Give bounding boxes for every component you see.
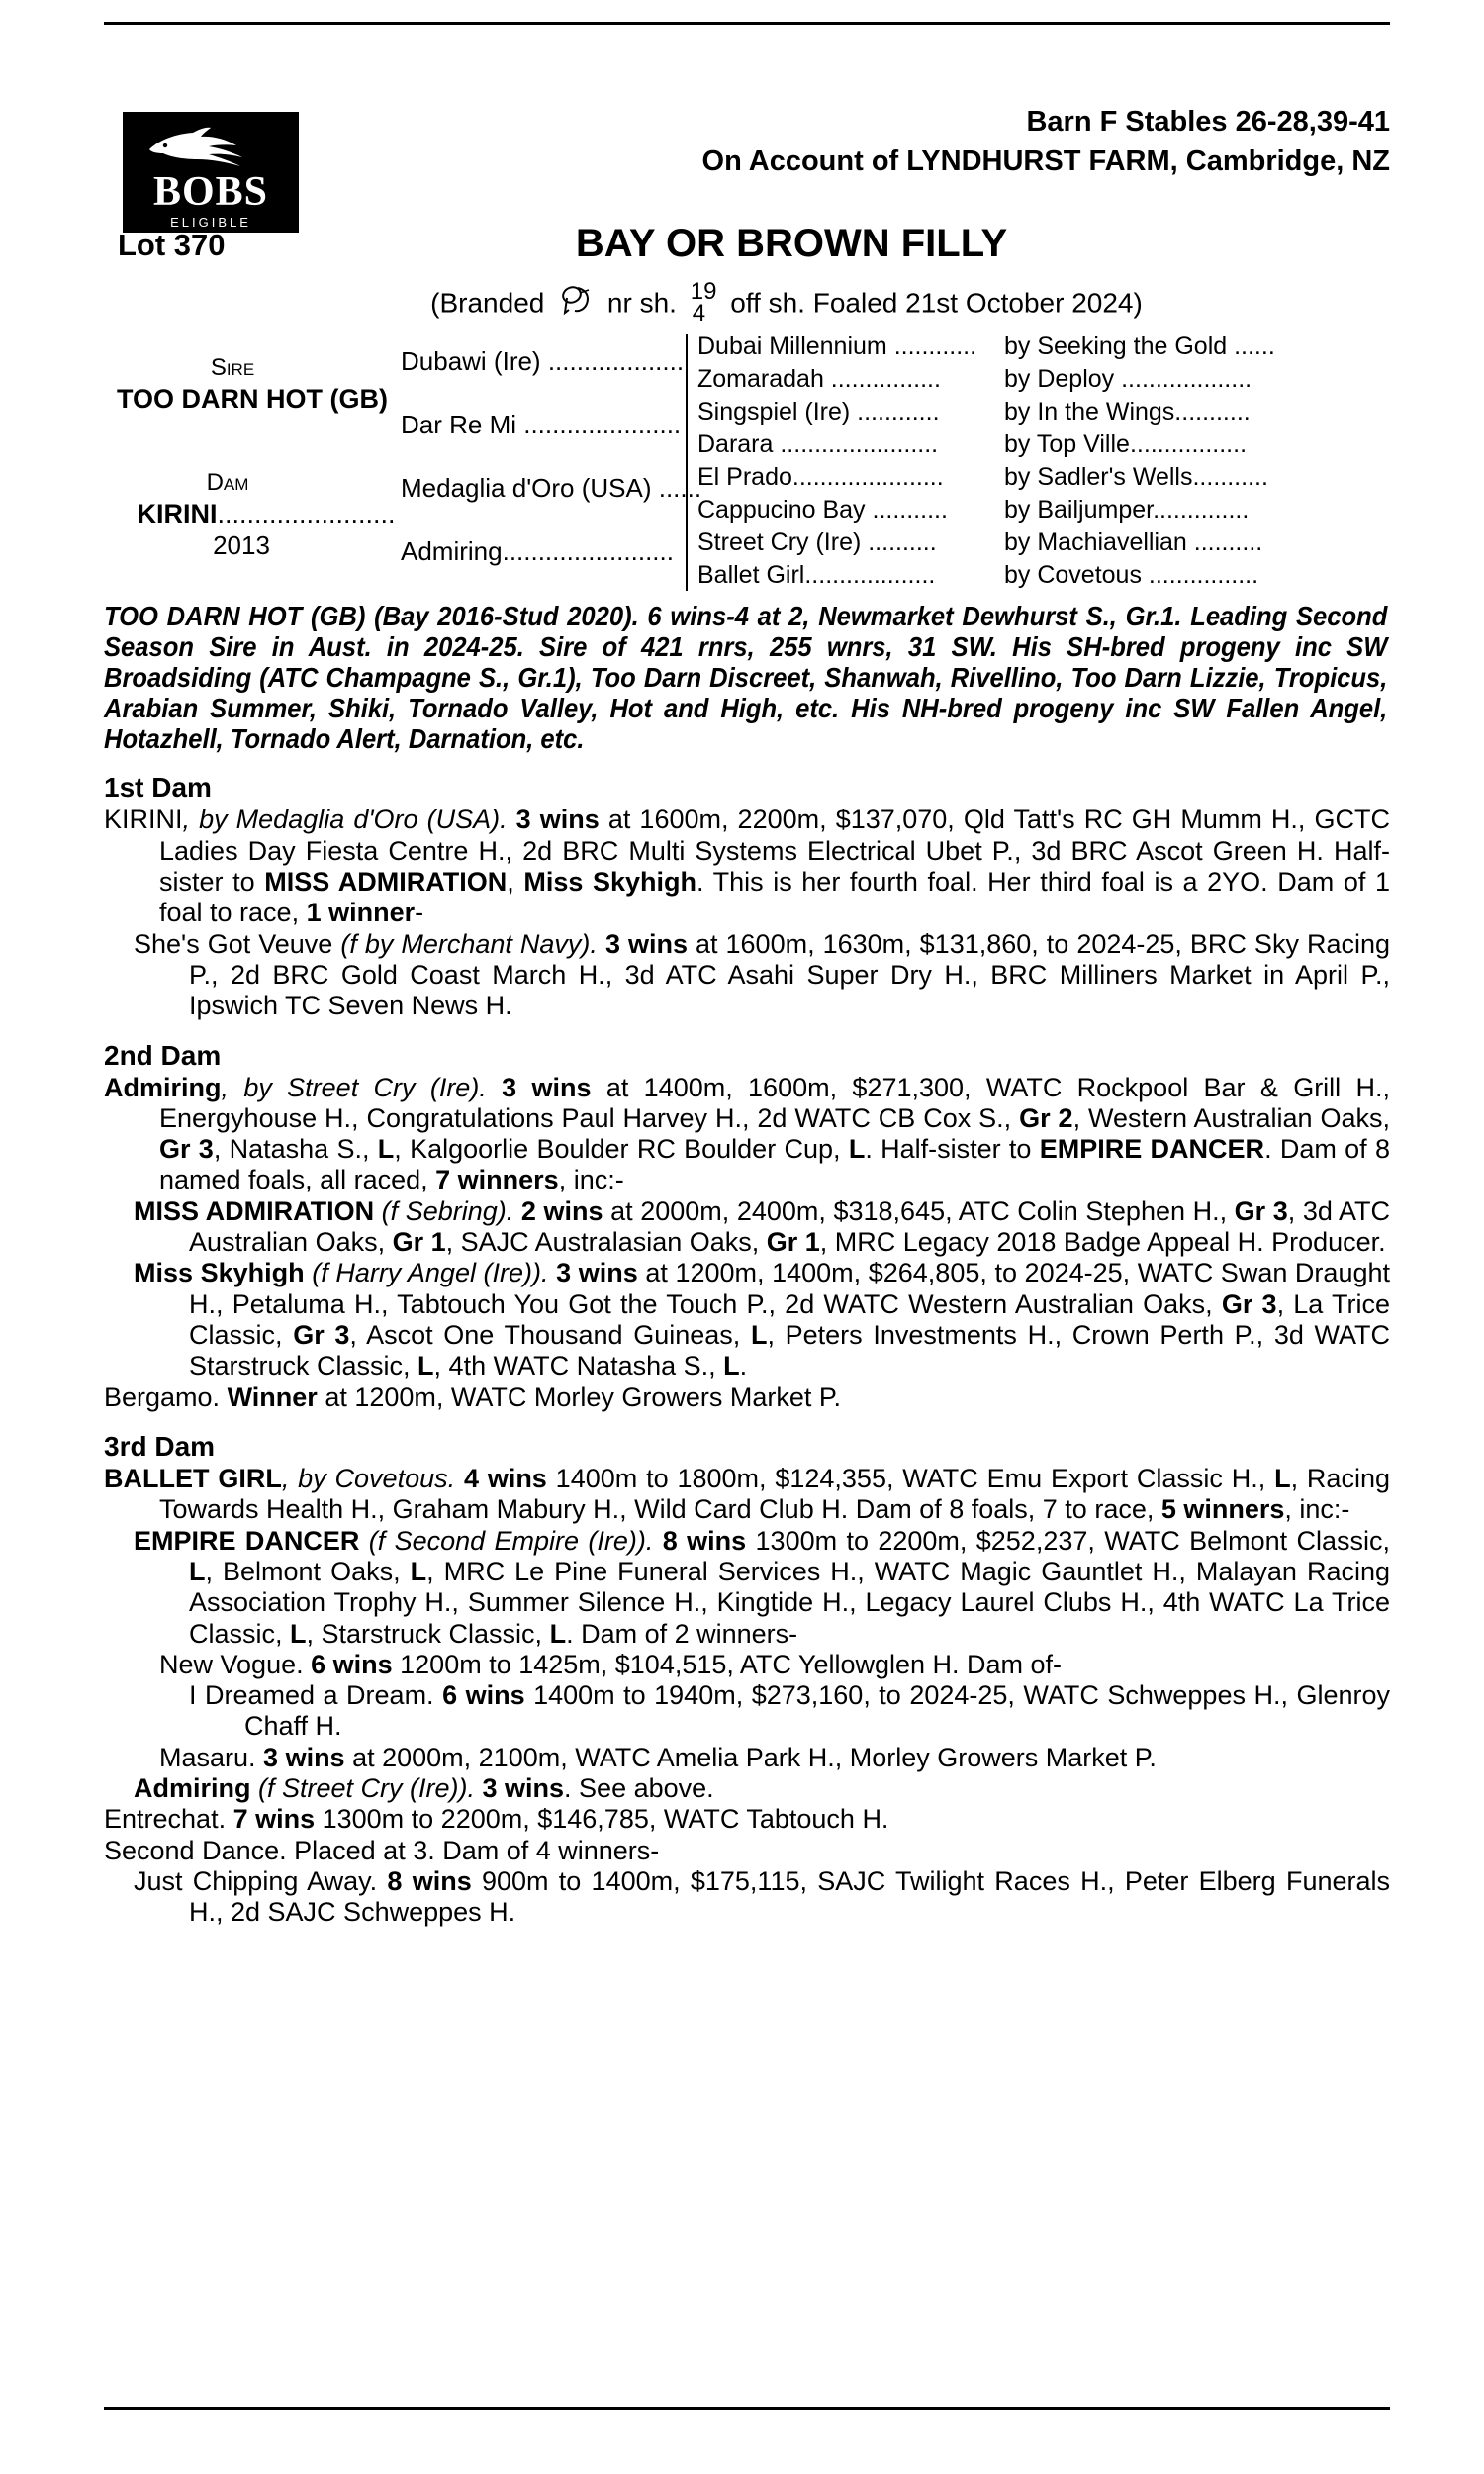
ggp-name: Street Cry (Ire) .......... [697, 528, 937, 556]
second-dam-heading: 2nd Dam [104, 1039, 222, 1071]
second-dam-body-5: . Half-sister to [865, 1134, 1040, 1165]
grade-5: L [723, 1351, 740, 1381]
progeny-wins: 6 wins [442, 1680, 525, 1711]
dam-label: Dam [206, 469, 249, 496]
first-dam-body-4: - [415, 898, 424, 928]
progeny-detail-1: 1300m to 2200m, $252,237, WATC Belmont Classic, [746, 1525, 1390, 1556]
brand-symbol-icon [556, 284, 596, 325]
ggp-by: by Bailjumper.............. [1004, 496, 1250, 523]
pedigree-table [104, 333, 1390, 595]
progeny-detail-4: , Peters Investments H., Crown Perth P., 3d WATC Starstruck Classic, [189, 1320, 1390, 1381]
progeny-wins: 8 wins [662, 1525, 747, 1556]
dam-name [118, 499, 415, 529]
pedigree-divider [686, 334, 688, 591]
pedigree-row [697, 333, 1390, 368]
third-dam-greatgrandprogeny [104, 1680, 1390, 1743]
dam-year: 2013 [213, 530, 270, 560]
grandparent-1: Dubawi (Ire) ................... [401, 346, 685, 376]
page-title: BAY OR BROWN FILLY [575, 222, 1008, 265]
grade-listed-1: L [1274, 1463, 1291, 1493]
progeny-detail-3: , Ascot One Thousand Guineas, [349, 1320, 751, 1350]
progeny-detail-1: at 2000m, 2400m, $318,645, ATC Colin Stephen H., [603, 1195, 1235, 1226]
grade-3: L [290, 1618, 307, 1649]
progeny-sire: (f Sebring). [374, 1195, 521, 1226]
grade-listed-1: L [377, 1134, 395, 1165]
progeny-detail-5: , 4th WATC Natasha S., [433, 1351, 724, 1381]
progeny-wins: 8 wins [387, 1866, 472, 1896]
first-dam-wins: 3 wins [515, 805, 600, 835]
progeny-name: I Dreamed a Dream. [189, 1680, 443, 1711]
second-dam-body-6: . Dam of 8 named foals, all raced, [159, 1134, 1390, 1195]
progeny-sire: (f Harry Angel (Ire)). [304, 1258, 557, 1288]
first-dam-heading: 1st Dam [104, 772, 212, 804]
third-dam-progeny [104, 1804, 1390, 1835]
ggp-by: by In the Wings........... [1004, 398, 1251, 426]
first-dam-winner-count: 1 winner [306, 898, 416, 928]
grade-gr3: Gr 3 [159, 1134, 214, 1165]
second-dam-name: Admiring [104, 1072, 222, 1102]
grandparent-2: Dar Re Mi ...................... [401, 410, 682, 439]
second-dam-body-4: , Kalgoorlie Boulder RC Boulder Cup, [394, 1134, 849, 1165]
sire-name: TOO DARN HOT (GB) [117, 384, 388, 414]
progeny-detail-2: , 3d ATC Australian Oaks, [189, 1195, 1391, 1258]
ggp-name: El Prado...................... [697, 463, 944, 491]
progeny-details: at 2000m, 2100m, WATC Amelia Park H., Morley Growers Market P. [344, 1742, 1157, 1772]
pedigree-row [697, 561, 1390, 597]
progeny-wins: 3 wins [604, 928, 688, 959]
second-dam-body-3: , Natasha S., [213, 1134, 378, 1165]
lot-number: Lot 370 [118, 228, 226, 262]
progeny-name: Masaru. [159, 1742, 264, 1772]
ggp-name: Zomaradah ................ [697, 365, 941, 393]
grade-2: L [410, 1556, 427, 1586]
pedigree-row [697, 496, 1390, 531]
ggp-name: Darara ....................... [697, 430, 939, 458]
third-dam-body-3: , inc:- [1284, 1494, 1350, 1525]
branded-line [104, 278, 1390, 329]
first-dam-by: , by Medaglia d'Oro (USA). [182, 805, 516, 835]
progeny-name: New Vogue. [159, 1649, 312, 1679]
grade-1: Gr 3 [1221, 1288, 1277, 1319]
first-dam-body-3: . This is her fourth foal. Her third foal is a 2YO. Dam of 1 foal to race, [159, 866, 1390, 928]
grade-1: Gr 3 [1234, 1195, 1288, 1226]
progeny-details: 1300m to 2200m, $146,785, WATC Tabtouch H. [315, 1804, 889, 1835]
progeny-sire: (f Second Empire (Ire)). [359, 1525, 663, 1556]
progeny-name: EMPIRE DANCER [134, 1525, 360, 1556]
account-text: On Account of LYNDHURST FARM, Cambridge, NZ [701, 145, 1390, 177]
second-dam-by: , by Street Cry (Ire). [221, 1072, 503, 1102]
third-dam-by: , by Covetous. [281, 1463, 464, 1493]
first-dam-paragraph [104, 805, 1390, 928]
brand-number-fraction [690, 278, 717, 328]
ggp-by: by Sadler's Wells........... [1004, 463, 1268, 491]
grade-3: L [750, 1320, 768, 1350]
second-dam-bergamo [104, 1382, 1390, 1413]
first-dam-body-1: at 1600m, 2200m, $137,070, Qld Tatt's RC GH Mumm H., GCTC Ladies Day Fiesta Centre H., 2d BRC Multi Systems Electrical Ubet P., 3d BRC Ascot Green H. Half-sister to [159, 805, 1390, 897]
grade-1: L [189, 1556, 206, 1586]
grade-4: L [549, 1618, 567, 1649]
grade-listed-2: L [848, 1134, 866, 1165]
third-dam-progeny [104, 1526, 1390, 1650]
progeny-name: Admiring [134, 1773, 251, 1804]
first-dam-body-2: , [507, 866, 524, 897]
second-dam-body-2: , Western Australian Oaks, [1072, 1102, 1391, 1133]
first-dam-name: KIRINI [104, 805, 183, 835]
ggp-name: Cappucino Bay ........... [697, 496, 948, 523]
progeny-details: at 1200m, WATC Morley Growers Market P. [317, 1381, 841, 1412]
progeny-detail-6: . [739, 1351, 748, 1381]
top-rule [104, 22, 1390, 25]
grade-3: Gr 1 [766, 1227, 820, 1258]
progeny-wins: 3 wins [263, 1742, 345, 1772]
grade-2: Gr 1 [392, 1227, 446, 1258]
third-dam-heading: 3rd Dam [104, 1430, 216, 1462]
ggp-name: Singspiel (Ire) ............ [697, 398, 940, 426]
progeny-wins: 3 wins [482, 1773, 565, 1804]
third-dam-wins: 4 wins [463, 1463, 547, 1493]
bobs-logo [123, 112, 299, 233]
grandparent-4: Admiring........................ [401, 536, 674, 566]
progeny-details: 900m to 1400m, $175,115, SAJC Twilight Races H., Peter Elberg Funerals H., 2d SAJC Schweppes H. [189, 1866, 1390, 1928]
ggp-by: by Machiavellian .......... [1004, 528, 1263, 556]
dam-name-dots: ........................ [217, 499, 396, 528]
progeny-detail-5: . Dam of 2 winners- [566, 1618, 798, 1649]
second-dam-wins: 3 wins [502, 1072, 592, 1102]
third-dam-progeny [104, 1773, 1390, 1804]
grade-4: L [417, 1351, 434, 1381]
third-dam-paragraph [104, 1464, 1390, 1526]
progeny-details: 1200m to 1425m, $104,515, ATC Yellowglen H. Dam of- [392, 1649, 1063, 1679]
second-dam-progeny [104, 1258, 1390, 1381]
second-dam-relative: EMPIRE DANCER [1039, 1134, 1265, 1165]
progeny-sire: (f by Merchant Navy). [332, 928, 605, 959]
ggp-by: by Top Ville................. [1004, 430, 1248, 458]
first-dam-relative-2: Miss Skyhigh [523, 866, 697, 897]
logo-wordmark: BOBS [152, 169, 269, 215]
ggp-name: Dubai Millennium ............ [697, 333, 977, 360]
ggp-name: Ballet Girl................... [697, 561, 936, 589]
brand-denominator: 4 [692, 300, 706, 328]
third-dam-progeny [104, 1836, 1390, 1866]
sire-label: Sire [210, 354, 255, 381]
grandparent-3: Medaglia d'Oro (USA) ...... [401, 473, 702, 503]
first-dam-progeny [104, 929, 1390, 1022]
pedigree-row [697, 463, 1390, 499]
first-dam-relative-1: MISS ADMIRATION [264, 866, 508, 897]
brand-numerator: 19 [690, 278, 717, 305]
ggp-by: by Deploy ................... [1004, 365, 1252, 393]
grade-2: Gr 3 [293, 1320, 350, 1350]
grade-gr2: Gr 2 [1019, 1102, 1073, 1133]
ggp-by: by Covetous ................ [1004, 561, 1259, 589]
branded-mid: nr sh. [606, 287, 677, 319]
third-dam-winners-count: 5 winners [1160, 1494, 1285, 1525]
header [104, 94, 1390, 228]
progeny-name: Entrechat. [104, 1804, 233, 1835]
progeny-detail-3: , MRC Le Pine Funeral Services H., WATC Magic Gauntlet H., Malayan Racing Association Trophy H., Summer Silence H., Kingtide H., Legacy Laurel Clubs H., 4th WATC La Trice Classic, [189, 1556, 1390, 1649]
branded-prefix: (Branded [430, 287, 545, 319]
pedigree-row [697, 430, 1390, 466]
ggp-by: by Seeking the Gold ...... [1004, 333, 1275, 360]
progeny-winner: Winner [227, 1381, 318, 1412]
third-dam-grandprogeny [104, 1866, 1390, 1929]
progeny-wins: 7 wins [232, 1804, 316, 1835]
barn-stables-text: Barn F Stables 26-28,39-41 [1026, 106, 1390, 138]
progeny-detail-1: at 1200m, 1400m, $264,805, to 2024-25, WATC Swan Draught H., Petaluma H., Tabtouch You Got the Touch P., 2d WATC Western Australian Oaks, [189, 1258, 1390, 1319]
second-dam-body-7: , inc:- [558, 1165, 624, 1195]
bottom-rule [104, 2407, 1390, 2410]
horse-head-icon [123, 124, 299, 171]
pedigree-row [697, 365, 1390, 401]
progeny-name: Just Chipping Away. [134, 1866, 388, 1896]
progeny-name: Second Dance. Placed at 3. Dam of 4 winners- [104, 1835, 660, 1865]
second-dam-progeny [104, 1196, 1390, 1259]
third-dam-body-1: 1400m to 1800m, $124,355, WATC Emu Export Classic H., [546, 1463, 1275, 1493]
progeny-name: Miss Skyhigh [134, 1258, 305, 1288]
progeny-name: MISS ADMIRATION [134, 1195, 375, 1226]
progeny-detail-3: , SAJC Australasian Oaks, [445, 1227, 767, 1258]
progeny-detail-4: , MRC Legacy 2018 Badge Appeal H. Producer. [819, 1227, 1386, 1258]
third-dam-body-2: , Racing Towards Health H., Graham Mabury H., Wild Card Club H. Dam of 8 foals, 7 to race, [159, 1463, 1390, 1525]
second-dam-paragraph [104, 1073, 1390, 1196]
progeny-wins: 6 wins [311, 1649, 393, 1679]
page-content [104, 94, 1390, 1929]
progeny-detail-2: , Belmont Oaks, [205, 1556, 411, 1586]
third-dam-name: BALLET GIRL [104, 1463, 282, 1493]
third-dam-grandprogeny [104, 1650, 1390, 1680]
progeny-sire: (f Street Cry (Ire)). [250, 1773, 483, 1804]
progeny-details: 1400m to 1940m, $273,160, to 2024-25, WATC Schweppes H., Glenroy Chaff H. [244, 1680, 1390, 1742]
progeny-details: at 1600m, 1630m, $131,860, to 2024-25, BRC Sky Racing P., 2d BRC Gold Coast March H., 3d ATC Asahi Super Dry H., BRC Milliners Market in April P., Ipswich TC Seven News H. [189, 928, 1390, 1021]
progeny-wins: 2 wins [520, 1195, 603, 1226]
pedigree-row [697, 528, 1390, 564]
progeny-wins: 3 wins [556, 1258, 638, 1288]
sire-description: TOO DARN HOT (GB) (Bay 2016-Stud 2020). 6 wins-4 at 2, Newmarket Dewhurst S., Gr.1. Leading Second Season Sire in Aust. in 2024-25. Sire of 421 rnrs, 255 wnrs, 31 SW. His SH-bred progeny inc SW Broadsiding (ATC Champagne S., Gr.1), Too Darn Discreet, Shanwah, Rivellino, Too Darn Lizzie, Tropicus, Arabian Summer, Shiki, Tornado Valley, Hot and High, etc. His NH-bred progeny inc SW Fallen Angel, Hotazhell, Tornado Alert, Darnation, etc. [104, 601, 1388, 755]
logo-subtext: ELIGIBLE [170, 215, 251, 230]
progeny-details: . See above. [564, 1773, 714, 1804]
progeny-detail-4: , Starstruck Classic, [306, 1618, 550, 1649]
progeny-name: Bergamo. [104, 1381, 228, 1412]
dam-name-text: KIRINI [137, 499, 218, 528]
second-dam-winners-count: 7 winners [435, 1165, 559, 1195]
progeny-detail-2: , La Trice Classic, [189, 1288, 1391, 1350]
second-dam-body-1: at 1400m, 1600m, $271,300, WATC Rockpool Bar & Grill H., Energyhouse H., Congratulations Paul Harvey H., 2d WATC CB Cox S., [159, 1072, 1390, 1133]
progeny-name: She's Got Veuve [134, 928, 333, 959]
third-dam-grandprogeny [104, 1743, 1390, 1773]
pedigree-row [697, 398, 1390, 433]
branded-suffix: off sh. Foaled 21st October 2024) [730, 287, 1143, 319]
